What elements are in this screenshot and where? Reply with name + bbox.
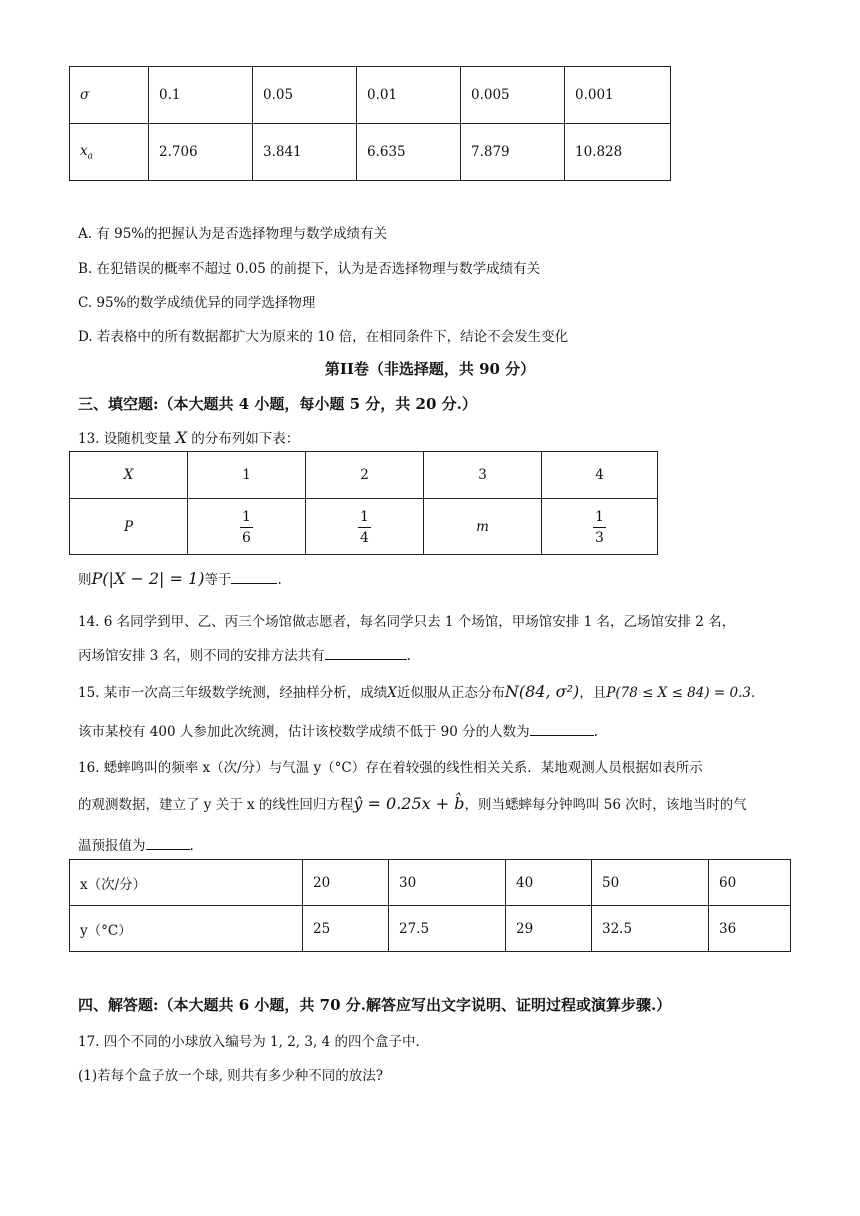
critical-value-table [69, 66, 671, 181]
table-cell: m [424, 499, 542, 555]
question-15-line-1: 15. 某市一次高三年级数学统测，经抽样分析，成绩X近似服从正态分布N(84, σ²)，且P(78 ≤ X ≤ 84) = 0.3. [78, 682, 756, 701]
table-cell: 2.706 [149, 124, 253, 181]
question-17-intro: 17. 四个不同的小球放入编号为 1, 2, 3, 4 的四个盒子中. [78, 1034, 420, 1050]
table-cell [188, 499, 306, 555]
answer-blank [231, 571, 277, 584]
table-cell: 20 [303, 860, 389, 906]
table-cell: 32.5 [592, 906, 709, 952]
table-cell [542, 499, 658, 555]
fraction: $\frac{1}{3}$ [595, 508, 604, 546]
table-cell: 0.001 [565, 67, 671, 124]
table-cell: 0.01 [357, 67, 461, 124]
sigma-header: σ [70, 67, 149, 124]
table-cell: 27.5 [389, 906, 506, 952]
table-cell: 25 [303, 906, 389, 952]
answer-blank [146, 837, 190, 850]
table-cell: 1 [188, 452, 306, 499]
table-cell: 3 [424, 452, 542, 499]
question-13-intro: 13. 设随机变量 X 的分布列如下表： [78, 428, 300, 447]
table-cell: 6.635 [357, 124, 461, 181]
table-cell [306, 499, 424, 555]
table-cell: 10.828 [565, 124, 671, 181]
option-c: C. 95%的数学成绩优异的同学选择物理 [78, 295, 316, 311]
observation-table [69, 859, 791, 952]
section-4-title: 四、解答题:（本大题共 6 小题，共 70 分.解答应写出文字说明、证明过程或演算步骤.） [78, 996, 672, 1014]
fraction: $\frac{1}{4}$ [360, 508, 369, 546]
table-cell: 7.879 [461, 124, 565, 181]
question-17-part-1: (1)若每个盒子放一个球, 则共有多少种不同的放法? [78, 1068, 383, 1084]
section-2-title: 第II卷（非选择题，共 90 分） [324, 360, 536, 378]
table-cell: 2 [306, 452, 424, 499]
question-16-line-1: 16. 蟋蟀鸣叫的频率 x（次/分）与气温 y（°C）存在着较强的线性相关关系．某地观测人员根据如表所示 [78, 760, 703, 776]
question-13-ask: 则P(|X − 2| = 1)等于 . [78, 569, 282, 588]
table-cell: 0.05 [253, 67, 357, 124]
question-16-line-3: 温预报值为 . [78, 838, 194, 854]
table-cell: 50 [592, 860, 709, 906]
section-3-title: 三、填空题:（本大题共 4 小题，每小题 5 分，共 20 分.） [78, 395, 477, 413]
question-16-line-2: 的观测数据，建立了 y 关于 x 的线性回归方程ŷ = 0.25x + b̂，则当蟋蟀每分钟鸣叫 56 次时，该地当时的气 [78, 794, 747, 813]
y-row-header: y（°C） [70, 906, 303, 952]
question-14-line-2: 丙场馆安排 3 名，则不同的安排方法共有 . [78, 648, 411, 664]
table-cell: 36 [709, 906, 791, 952]
table-cell: 3.841 [253, 124, 357, 181]
table-cell: 4 [542, 452, 658, 499]
question-15-line-2: 该市某校有 400 人参加此次统测，估计该校数学成绩不低于 90 分的人数为 . [78, 724, 598, 740]
fraction: $\frac{1}{6}$ [242, 508, 251, 546]
answer-blank [325, 647, 407, 660]
table-cell: 0.005 [461, 67, 565, 124]
table-cell: 60 [709, 860, 791, 906]
table-cell: 0.1 [149, 67, 253, 124]
option-b: B. 在犯错误的概率不超过 0.05 的前提下，认为是否选择物理与数学成绩有关 [78, 261, 541, 277]
x-row-header: x（次/分） [70, 860, 303, 906]
p-header: P [70, 499, 188, 555]
xa-header: $x_a$ [70, 124, 149, 181]
table-cell: 30 [389, 860, 506, 906]
answer-blank [530, 723, 594, 736]
option-a: A. 有 95%的把握认为是否选择物理与数学成绩有关 [78, 226, 388, 242]
table-cell: 29 [506, 906, 592, 952]
question-14-line-1: 14. 6 名同学到甲、乙、丙三个场馆做志愿者，每名同学只去 1 个场馆，甲场馆安排 1 名，乙场馆安排 2 名， [78, 614, 736, 630]
option-d: D. 若表格中的所有数据都扩大为原来的 10 倍，在相同条件下，结论不会发生变化 [78, 329, 569, 345]
table-cell: 40 [506, 860, 592, 906]
distribution-table [69, 451, 658, 555]
x-header: X [70, 452, 188, 499]
